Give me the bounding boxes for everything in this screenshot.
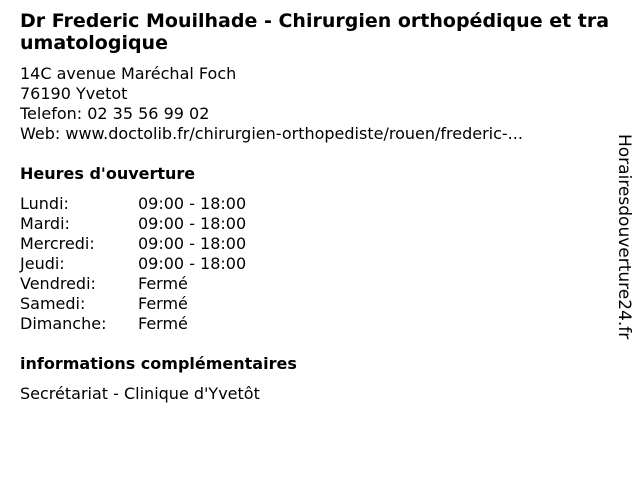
- day-label: Mercredi:: [20, 234, 95, 253]
- day-label: Vendredi:: [20, 274, 96, 293]
- hours-value: Fermé: [138, 274, 188, 293]
- hours-value: 09:00 - 18:00: [138, 234, 247, 253]
- street-address: 14C avenue Maréchal Foch: [20, 64, 237, 83]
- hours-row-saturday: [20, 294, 246, 314]
- website-link[interactable]: Web: www.doctolib.fr/chirurgien-orthopediste/rouen/frederic-...: [20, 124, 523, 143]
- additional-info-text: Secrétariat - Clinique d'Yvetôt: [20, 384, 260, 403]
- hours-value: Fermé: [138, 294, 188, 313]
- hours-row-thursday: [20, 254, 246, 274]
- hours-row-friday: [20, 274, 246, 294]
- hours-row-tuesday: [20, 214, 246, 234]
- day-label: Samedi:: [20, 294, 86, 313]
- hours-value: 09:00 - 18:00: [138, 214, 247, 233]
- site-watermark: Horairesdouverture24.fr: [614, 134, 634, 340]
- hours-value: 09:00 - 18:00: [138, 254, 247, 273]
- hours-value: Fermé: [138, 314, 188, 333]
- address-block: [20, 64, 523, 144]
- hours-row-wednesday: [20, 234, 246, 254]
- opening-hours-table: [20, 194, 246, 334]
- hours-value: 09:00 - 18:00: [138, 194, 247, 213]
- hours-row-monday: [20, 194, 246, 214]
- day-label: Jeudi:: [20, 254, 65, 273]
- opening-hours-heading: Heures d'ouverture: [20, 164, 196, 183]
- page-title: Dr Frederic Mouilhade - Chirurgien orthopédique et traumatologique: [20, 10, 610, 54]
- day-label: Lundi:: [20, 194, 69, 213]
- day-label: Dimanche:: [20, 314, 107, 333]
- city-postal-code: 76190 Yvetot: [20, 84, 128, 103]
- additional-info-heading: informations complémentaires: [20, 354, 297, 373]
- hours-row-sunday: [20, 314, 246, 334]
- day-label: Mardi:: [20, 214, 70, 233]
- phone-number: Telefon: 02 35 56 99 02: [20, 104, 210, 123]
